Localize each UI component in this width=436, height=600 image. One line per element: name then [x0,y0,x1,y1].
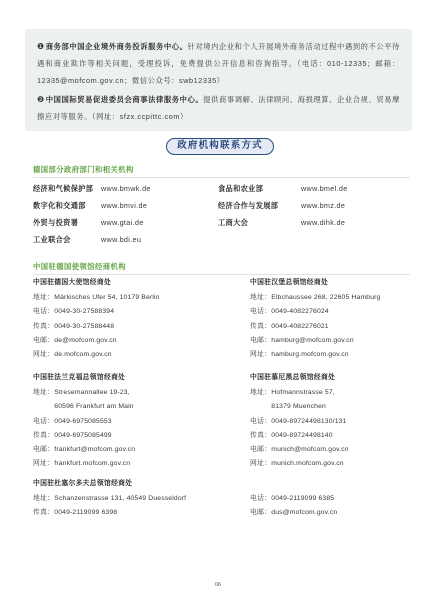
circled-number-2-icon: ❷ [37,95,45,104]
address-label: 地址： [33,388,55,396]
web-line [33,457,135,471]
gov-body-url: www.bdi.eu [101,235,142,245]
gov-body-name: 工业联合会 [33,235,71,245]
email-line [33,334,160,348]
phone-line [250,305,380,319]
address-value: 81379 Muenchen [271,403,326,411]
gov-body-url: www.bmvi.de [101,200,148,210]
email-value: frankfurt@mofcom.gov.cn [54,446,136,454]
address-label: 地址： [250,388,272,396]
phone-value: 0049-6975085553 [54,417,112,425]
gov-body-url: www.bmwk.de [101,183,151,193]
gov-body-name: 食品和农业部 [218,183,264,193]
banner-title: 政府机构联系方式 [177,140,263,151]
office-consulate-munich [250,371,349,472]
gov-body-url: www.bmz.de [301,200,346,210]
office-consulate-hamburg [250,276,380,362]
email-value: munich@mofcom.gov.cn [271,446,349,454]
email-line [250,506,337,520]
address-value: 60596 Frankfurt am Main [54,403,134,411]
web-line [33,348,160,362]
fax-label: 传真： [33,509,55,517]
phone-label: 电话： [33,308,55,316]
gov-body-name: 数字化和交通部 [33,200,86,210]
email-label: 电邮： [250,509,272,517]
email-line [250,443,349,457]
fax-label: 传真： [250,431,272,439]
address-line [250,386,349,400]
address-value: Schanzenstrasse 131, 40549 Duesseldorf [54,494,187,502]
fax-line [250,320,380,334]
phone-label: 电话： [250,417,272,425]
fax-line [33,320,160,334]
section-divider [33,177,410,178]
gov-body-name: 工商大会 [218,218,249,228]
fax-line [250,429,349,443]
web-label: 网址： [250,460,272,468]
web-label: 网址： [33,351,55,359]
fax-value: 0049-4082276021 [271,322,329,330]
address-value: Elbchaussee 268, 22605 Hamburg [271,293,381,301]
gov-section-heading: 德国部分政府部门和相关机构 [33,165,134,174]
office-name: 中国驻杜塞尔多夫总领馆经商处 [33,480,133,487]
email-value: hamburg@mofcom.gov.cn [271,336,354,344]
email-label: 电邮： [250,446,272,454]
intro-info-box [25,29,412,131]
email-line [33,443,135,457]
phone-line [33,415,135,429]
address-value: Hofmannstrasse 57, [271,388,335,396]
phone-value: 0049-89724498130/131 [271,417,347,425]
address-value: Stresemannallee 19-23, [54,388,130,396]
fax-line [33,506,186,520]
fax-value: 0049-2119099 6398 [54,509,118,517]
gov-bodies-list [33,180,410,249]
circled-number-1-icon: ❶ [37,42,45,51]
email-value: de@mofcom.gov.cn [54,336,117,344]
fax-line [33,429,135,443]
office-name: 中国驻慕尼黑总领馆经商处 [250,374,336,381]
office-consulate-frankfurt [33,371,135,472]
phone-line [250,415,349,429]
gov-body-url: www.bmel.de [301,183,348,193]
phone-label: 电话： [33,417,55,425]
intro-item-2 [37,91,400,125]
fax-label: 传真： [250,322,272,330]
phone-value: 0049-30-27588394 [54,308,115,316]
gov-body-name: 经济合作与发展部 [218,200,279,210]
phone-line [250,492,337,506]
section-divider [33,274,410,275]
office-embassy-berlin [33,276,160,362]
email-label: 电邮： [33,446,55,454]
web-value: frankfurt.mofcom.gov.cn [54,460,131,468]
web-line [250,348,380,362]
section-banner [166,138,274,155]
page-number: 06 [214,582,222,588]
address-label: 地址： [33,293,55,301]
fax-label: 传真： [33,322,55,330]
address-label: 地址： [250,293,272,301]
web-label: 网址： [250,351,272,359]
fax-label: 传真： [33,431,55,439]
intro-item-body: 针对境内企业和个人开展境外商务活动过程中遇到的不公平待遇和商业欺诈等相关问题，受理投诉，免费提供公开信息和咨询指导。（电话：010-12335；邮箱：12335@mofcom.gov.cn；微信公众号：swb12335） [37,42,400,85]
office-name: 中国驻法兰克福总领馆经商处 [33,374,126,381]
gov-body-name: 经济和气候保护部 [33,183,94,193]
address-label: 地址： [33,494,55,502]
phone-label: 电话： [250,495,272,502]
fax-value: 0049-89724498140 [271,431,333,439]
web-label: 网址： [33,460,55,468]
office-name: 中国驻汉堡总领馆经商处 [250,279,329,286]
email-label: 电邮： [33,336,55,344]
intro-item-1 [37,38,400,89]
fax-value: 0049-30-27588448 [54,322,115,330]
intro-item-body: 提供商事调解、法律顾问、海损理算、企业合规、贸易摩擦应对等服务。（网址：sfzx.ccpittc.com） [37,95,400,121]
gov-body-url: www.dihk.de [301,218,346,228]
web-value: hamburg.mofcom.gov.cn [271,351,349,359]
intro-item-title: 中国国际贸易促进委员会商事法律服务中心。 [45,95,204,104]
office-consulate-duesseldorf [33,477,186,521]
address-line [33,492,186,506]
address-line [33,291,160,305]
address-line [250,291,380,305]
email-label: 电邮： [250,336,272,344]
address-value: Märkisches Ufer 54, 10179 Berlin [54,293,160,301]
address-line-continued [33,400,135,414]
phone-label: 电话： [250,308,272,316]
email-value: dus@mofcom.gov.cn [271,509,338,517]
phone-line [33,305,160,319]
mission-section-heading: 中国驻德国使领馆经商机构 [33,262,126,271]
email-line [250,334,380,348]
gov-body-name: 外贸与投资署 [33,218,79,228]
intro-item-title: 商务部中国企业境外商务投诉服务中心。 [45,42,188,51]
address-line [33,386,135,400]
office-consulate-duesseldorf-contacts [250,492,337,521]
office-name: 中国驻德国大使馆经商处 [33,279,112,286]
gov-body-url: www.gtai.de [101,218,144,228]
fax-value: 0049-6975085499 [54,431,112,439]
address-line-continued [250,400,349,414]
web-line [250,457,349,471]
phone-value: 0049-4082276024 [271,308,329,316]
phone-value: 0049-2119099 6385 [271,495,335,502]
web-value: munich.mofcom.gov.cn [271,460,344,468]
web-value: de.mofcom.gov.cn [54,351,112,359]
